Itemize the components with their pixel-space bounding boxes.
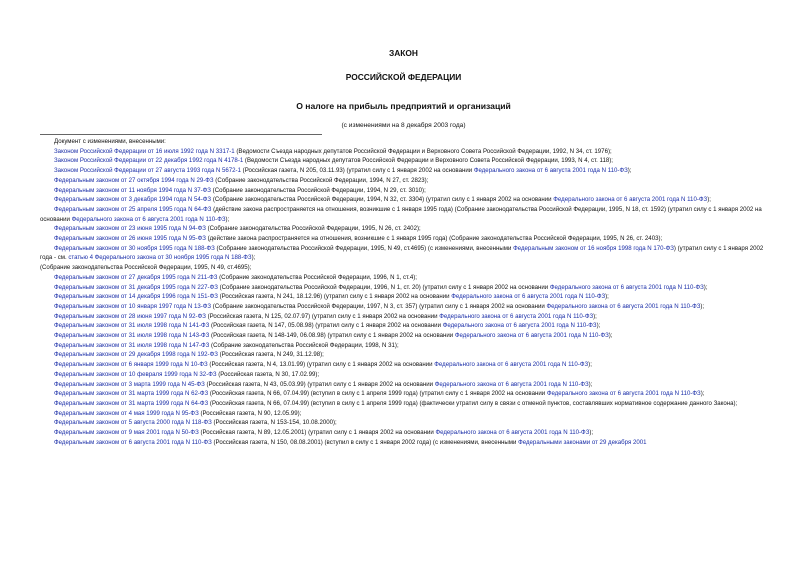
law-reference-link[interactable]: Федеральным законом от 27 декабря 1995 года N 211-ФЗ [54, 273, 218, 281]
law-reference-link[interactable]: Законом Российской Федерации от 27 августа 1993 года N 5672-1 [54, 167, 241, 175]
amendment-text: (Собрание законодательства Российской Федерации, 1994, N 27, ст. 2823); [213, 176, 429, 184]
law-reference-link[interactable]: Федерального закона от 6 августа 2001 года N 110-ФЗ [71, 215, 226, 223]
amendment-entry [40, 186, 770, 196]
amendment-text: (Российская газета, N 147, 05.08.98) (утратил силу с 1 января 2002 на основании [209, 322, 443, 330]
law-reference-link[interactable]: Федеральным законом от 10 февраля 1999 года N 32-ФЗ [54, 370, 217, 378]
amendment-text: (Российская газета, N 205, 03.11.93) (утратил силу с 1 января 2002 на основании [240, 167, 474, 175]
amendment-entry [40, 409, 770, 419]
amendment-text: ); [588, 380, 593, 388]
amendment-text: (Собрание законодательства Российской Федерации, 1996, N 1, ст. 20) (утратил силу с 1 января 2002 на основании [217, 283, 550, 291]
amendment-entry [40, 312, 770, 322]
amendment-text: ); [225, 215, 230, 223]
amendment-entry [40, 156, 770, 166]
amendment-text: (Собрание законодательства Российской Федерации, 1997, N 3, ст. 357) (утратил силу с 1 января 2002 на основании [211, 302, 547, 310]
amendment-text: (Собрание законодательства Российской Федерации, 1998, N 31); [209, 341, 399, 349]
amendment-text: ); [588, 361, 592, 369]
amendment-text: (Российская газета, N 43, 05.03.99) (утратил силу с 1 января 2002 на основании [204, 380, 435, 388]
law-reference-link[interactable]: Законом Российской Федерации от 16 июля 1992 года N 3317-1 [54, 147, 235, 155]
amendment-text: (Российская газета, N 66, 07.04.99) (вступил в силу с 1 апреля 1999 года) (утратил силу с 1 января 2002 на основании [208, 390, 547, 398]
law-reference-link[interactable]: Федерального закона от 6 августа 2001 года N 110-ФЗ [439, 312, 594, 320]
amendment-text: (Российская газета, N 66, 07.04.99) (вступил в силу с 1 апреля 1999 года) (фактически утратил силу в связи с отменой пунктов, составлявших нормативное содержание данного Закона); [208, 399, 738, 407]
amendment-text: (Ведомости Съезда народных депутатов Российской Федерации и Верховного Совета Российской Федерации, 1993, N 4, ст. 118); [243, 157, 613, 165]
amendment-text: (действие закона распространяется на отношения, возникшие с 1 января 1995 года) (Собрание законодательства Российской Федерации, 1995, N 18, ст. 1592) (утратил силу с 1 января 2002 на основании [40, 205, 762, 223]
amendment-entry [40, 147, 770, 157]
law-reference-link[interactable]: Федеральным законом от 6 января 1999 года N 10-ФЗ [54, 361, 208, 369]
law-reference-link[interactable]: Федерального закона от 6 августа 2001 года N 110-ФЗ [434, 361, 589, 369]
law-reference-link[interactable]: Федеральным законом от 23 июня 1995 года N 94-ФЗ [54, 225, 206, 233]
law-reference-link[interactable]: Федеральным законом от 10 января 1997 года N 13-ФЗ [54, 302, 212, 310]
law-reference-link[interactable]: Федеральным законом от 31 июля 1998 года N 143-ФЗ [54, 332, 210, 340]
amendment-entry [40, 389, 770, 399]
amendment-entry [40, 176, 770, 186]
amendment-entry [40, 195, 770, 205]
amendment-entry [40, 370, 770, 380]
amendment-entries [40, 147, 770, 448]
amendment-text: ); [605, 293, 609, 301]
law-jurisdiction: РОССИЙСКОЙ ФЕДЕРАЦИИ [345, 72, 462, 82]
law-reference-link[interactable]: Федеральным законом от 30 ноября 1995 года N 188-ФЗ [54, 244, 215, 252]
law-reference-link[interactable]: Федерального закона от 6 августа 2001 года N 110-ФЗ [435, 429, 590, 437]
law-reference-link[interactable]: Федеральным законом от 26 июня 1995 года N 95-ФЗ [54, 235, 206, 243]
law-reference-link[interactable]: Федеральным законом от 3 декабря 1994 года N 54-ФЗ [54, 196, 212, 204]
amendment-text: (Российская газета, N 148-149, 06.08.98) (утратил силу с 1 января 2002 на основании [209, 332, 455, 340]
amendment-text: (Российская газета, N 150, 08.08.2001) (вступил в силу с 1 января 2002 года) (с изменениями, внесенными [211, 438, 519, 446]
law-reference-link[interactable]: Федерального закона от 6 августа 2001 года N 110-ФЗ [454, 332, 609, 340]
amendment-text: ); [589, 429, 594, 437]
amendment-text: ); [700, 390, 705, 398]
amendment-text: (Собрание законодательства Российской Федерации, 1995, N 49, ст.4695); [40, 264, 252, 272]
amendment-entry [40, 283, 770, 293]
amendment-text: ); [593, 312, 597, 320]
amendment-entry [40, 360, 770, 370]
amendment-entry [40, 302, 770, 312]
amendment-text: (Собрание законодательства Российской Федерации, 1995, N 26, ст. 2402); [205, 225, 421, 233]
law-reference-link[interactable]: Федерального закона от 6 августа 2001 года N 110-ФЗ [553, 196, 708, 204]
amendment-text: (Российская газета, N 4, 13.01.99) (утратил силу с 1 января 2002 на основании [207, 361, 435, 369]
amendment-text: (Собрание законодательства Российской Федерации, 1996, N 1, ст.4); [217, 273, 417, 281]
amendment-entry [40, 341, 770, 351]
amendment-text: ); [707, 196, 711, 204]
amendment-text: (Собрание законодательства Российской Федерации, 1994, N 29, ст. 3010); [210, 186, 426, 194]
amendment-entry [40, 244, 770, 263]
law-reference-link[interactable]: Федеральным законом от 6 августа 2001 года N 110-ФЗ [54, 438, 212, 446]
law-reference-link[interactable]: Законом Российской Федерации от 22 декабря 1992 года N 4178-1 [54, 157, 244, 165]
amendment-entry [40, 380, 770, 390]
law-reference-link[interactable]: Федерального закона от 6 августа 2001 года N 110-ФЗ [442, 322, 597, 330]
law-reference-link[interactable]: Федеральным законом от 31 июля 1998 года N 141-ФЗ [54, 322, 210, 330]
amendment-entry [40, 224, 770, 234]
amendment-text: (Ведомости Съезда народных депутатов Российской Федерации и Верховного Совета Российской Федерации, 1992, N 34, ст. 1976); [234, 147, 612, 155]
amendment-entry [40, 263, 770, 273]
law-reference-link[interactable]: Федеральным законом от 31 марта 1999 года N 64-ФЗ [54, 399, 209, 407]
law-reference-link[interactable]: статью 4 Федерального закона от 30 ноября 1995 года N 188-ФЗ [68, 254, 252, 262]
amendment-text: (Российская газета, N 89, 12.05.2001) (утратил силу с 1 января 2002 на основании [198, 429, 436, 437]
amendment-entry [40, 418, 770, 428]
law-reference-link[interactable]: Федеральным законом от 16 ноября 1998 года N 170-ФЗ [513, 244, 674, 252]
amendment-entry [40, 428, 770, 438]
amendment-text: (Российская газета, N 125, 02.07.97) (утратил силу с 1 января 2002 на основании [205, 312, 440, 320]
law-reference-link[interactable]: Федерального закона от 6 августа 2001 года N 110-ФЗ [549, 283, 704, 291]
amendment-entry [40, 399, 770, 409]
law-reference-link[interactable]: Федеральным законом от 9 мая 2001 года N 50-ФЗ [54, 429, 199, 437]
edition-note: (с изменениями на 8 декабря 2003 года) [341, 122, 466, 129]
amendment-entry [40, 273, 770, 283]
amendment-text: (Собрание законодательства Российской Федерации, 1995, N 49, ст.4695) (с изменениями, внесенными [214, 244, 514, 252]
amendment-text: ); [608, 332, 613, 340]
law-reference-link[interactable]: Федерального закона от 6 августа 2001 года N 110-ФЗ [473, 167, 628, 175]
law-reference-link[interactable]: Федерального закона от 6 августа 2001 года N 110-ФЗ [451, 293, 606, 301]
law-reference-link[interactable]: Федеральным законом от 14 декабря 1996 года N 151-ФЗ [54, 293, 218, 301]
law-reference-link[interactable]: Федеральными законами от 29 декабря 2001 [518, 438, 647, 446]
amendment-entry [40, 438, 770, 448]
amendments-list [40, 137, 770, 448]
amendment-text: ); [596, 322, 601, 330]
amendment-text: ); [627, 167, 632, 175]
amendment-text: ); [700, 302, 705, 310]
amendment-text: (Собрание законодательства Российской Федерации, 1994, N 32, ст. 3304) (утратил силу с 1 января 2002 на основании [211, 196, 554, 204]
law-reference-link[interactable]: Федеральным законом от 27 октября 1994 года N 29-ФЗ [54, 176, 214, 184]
amendment-text: (Российская газета, N 241, 18.12.96) (утратил силу с 1 января 2002 на основании [217, 293, 452, 301]
amendment-entry [40, 331, 770, 341]
law-reference-link[interactable]: Федерального закона от 6 августа 2001 года N 110-ФЗ [546, 390, 701, 398]
law-reference-link[interactable]: Федерального закона от 6 августа 2001 года N 110-ФЗ [546, 302, 701, 310]
header-divider [40, 134, 322, 135]
law-reference-link[interactable]: Федеральным законом от 5 августа 2000 года N 118-ФЗ [54, 419, 212, 427]
law-reference-link[interactable]: Федеральным законом от 25 апреля 1995 года N 64-ФЗ [54, 205, 212, 213]
amendment-text: (действие закона распространяется на отношения, возникшие с 1 января 1995 года) (Собрание законодательства Российской Федерации, 1995, N 26, ст. 2403); [205, 235, 663, 243]
law-reference-link[interactable]: Федеральным законом от 31 декабря 1995 года N 227-ФЗ [54, 283, 218, 291]
law-reference-link[interactable]: Федерального закона от 6 августа 2001 года N 110-ФЗ [434, 380, 589, 388]
amendment-text: ) (утратил силу с 1 января 2002 года - см. [40, 244, 764, 262]
amendment-entry [40, 350, 770, 360]
amendment-text: (Российская газета, N 30, 17.02.99); [216, 370, 320, 378]
law-reference-link[interactable]: Федеральным законом от 3 марта 1999 года N 45-ФЗ [54, 380, 205, 388]
amendment-text: (Российская газета, N 90, 12.05.99); [198, 409, 302, 417]
amendment-entry [40, 205, 770, 224]
law-subject: О налоге на прибыль предприятий и организаций [296, 101, 511, 111]
law-title: ЗАКОН [389, 48, 418, 58]
amendment-entry [40, 321, 770, 331]
law-reference-link[interactable]: Федеральным законом от 31 марта 1999 года N 62-ФЗ [54, 390, 209, 398]
amendment-text: (Российская газета, N 249, 31.12.98); [217, 351, 324, 359]
amendment-entry [40, 292, 770, 302]
changes-intro: Документ с изменениями, внесенными: [54, 138, 166, 145]
law-reference-link[interactable]: Федеральным законом от 11 ноября 1994 года N 37-ФЗ [54, 186, 211, 194]
amendment-entry [40, 234, 770, 244]
law-reference-link[interactable]: Федеральным законом от 28 июня 1997 года N 92-ФЗ [54, 312, 206, 320]
amendment-text: ); [251, 254, 256, 262]
amendment-text: (Российская газета, N 153-154, 10.08.2000); [211, 419, 337, 427]
amendment-entry [40, 166, 770, 176]
amendment-text: ); [703, 283, 708, 291]
law-reference-link[interactable]: Федеральным законом от 31 июля 1998 года N 147-ФЗ [54, 341, 210, 349]
law-reference-link[interactable]: Федеральным законом от 4 мая 1999 года N 95-ФЗ [54, 409, 199, 417]
law-reference-link[interactable]: Федеральным законом от 29 декабря 1998 года N 192-ФЗ [54, 351, 218, 359]
